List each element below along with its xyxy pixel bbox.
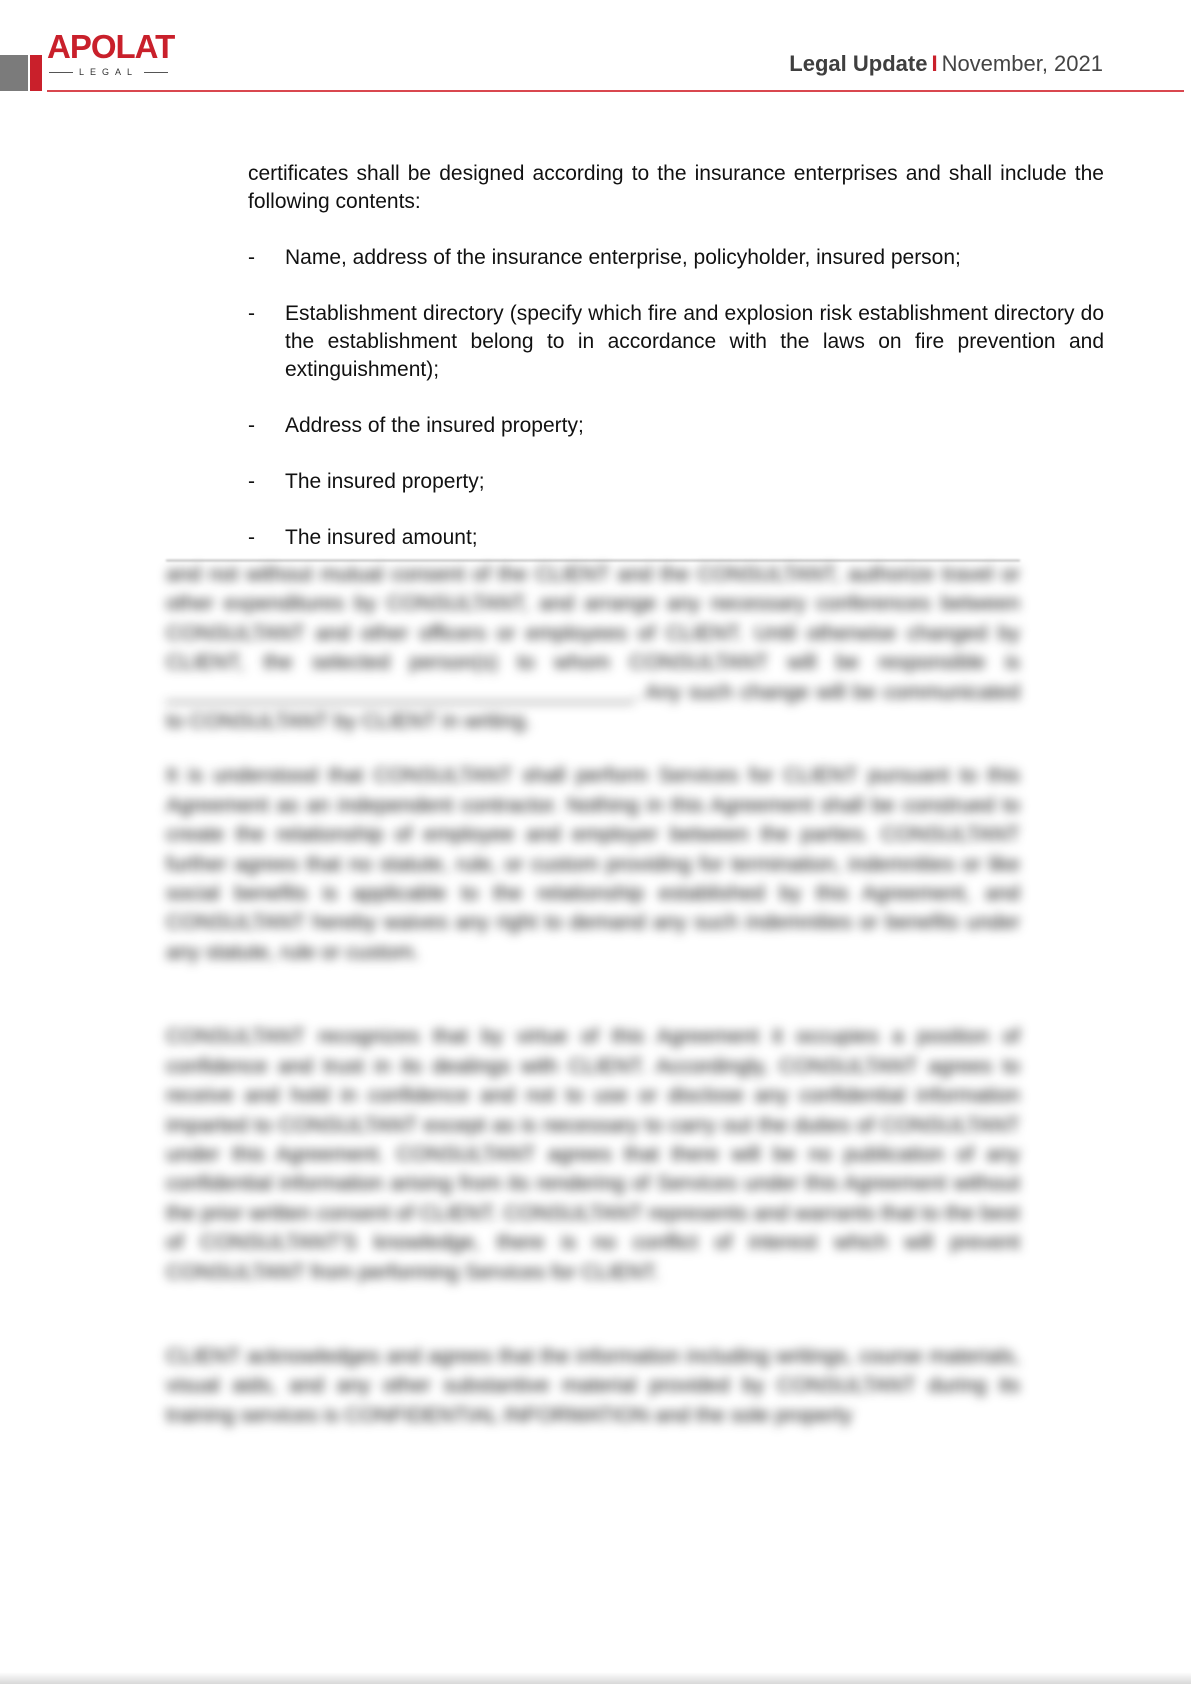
bullet-dash: - xyxy=(248,246,255,269)
bullet-dash: - xyxy=(248,414,255,437)
intro-paragraph: certificates shall be designed according to the insurance enterprises and shall include the following contents: xyxy=(248,162,1104,213)
list-item xyxy=(248,524,1104,552)
list-item xyxy=(248,300,1104,384)
contents-list xyxy=(248,244,1104,552)
logo-subtitle: LEGAL xyxy=(79,67,139,77)
blurred-paragraph: and not without mutual consent of the CLIENT and the CONSULTANT, authorize travel or other expenditures by CONSULTANT, and arrange any necessary conferences between CONSULTANT and other officers or employees of CLIENT. Until otherwise changed by CLIENT, the selected person(s) to whom CONSULTANT will be responsible is ________________________________________. Any such change will be communicated to CONSULTANT by CLIENT in writing. xyxy=(166,563,1020,734)
list-item-text: Establishment directory (specify which fire and explosion risk establishment directory do the establishment belong to in accordance with the laws on fire prevention and extinguishment); xyxy=(285,302,1104,381)
header-separator: I xyxy=(931,51,938,76)
bullet-dash: - xyxy=(248,302,255,325)
page-bottom-shadow xyxy=(0,1672,1191,1684)
document-body xyxy=(248,160,1104,552)
logo-line-right xyxy=(144,72,168,73)
list-item-text: Address of the insured property; xyxy=(285,414,584,437)
header-title-bold: Legal Update xyxy=(789,51,928,76)
list-item-text: The insured property; xyxy=(285,470,485,493)
header-grey-block xyxy=(0,55,28,91)
list-item-text: The insured amount; xyxy=(285,526,478,549)
list-item-text: Name, address of the insurance enterprise, policyholder, insured person; xyxy=(285,246,961,269)
logo-line-left xyxy=(49,72,73,73)
bullet-dash: - xyxy=(248,526,255,549)
blurred-paragraph: It is understood that CONSULTANT shall perform Services for CLIENT pursuant to this Agreement as an independent contractor. Nothing in this Agreement shall be construed to create the relationship of employee and employer between the parties. CONSULTANT further agrees that no statute, rule, or custom providing for termination, indemnities or like social benefits is applicable to the relationship established by this Agreement, and CONSULTANT hereby waives any right to demand any such indemnities or benefits under any statute, rule or custom. xyxy=(166,764,1020,964)
list-item xyxy=(248,244,1104,272)
apolat-legal-logo xyxy=(47,30,177,78)
blurred-paragraph: CONSULTANT recognizes that by virtue of this Agreement it occupies a position of confidence and trust in its dealings with CLIENT. Accordingly, CONSULTANT agrees to receive and hold in confidence and not to use or disclose any confidential information imparted to CONSULTANT except as is necessary to carry out the duties of CONSULTANT under this Agreement. CONSULTANT agrees that there will be no publication of any confidential information arising from its rendering of Services under this Agreement without the prior written consent of CLIENT. CONSULTANT represents and warrants that to the best of CONSULTANT'S knowledge, there is no conflict of interest which will prevent CONSULTANT from performing Services for CLIENT. xyxy=(166,1025,1020,1284)
blurred-paragraph: CLIENT acknowledges and agrees that the information including writings, course materials, visual aids, and any other substantive material provided by CONSULTANT during its training services is CONFIDENTIAL INFORMATION and the sole property xyxy=(166,1344,1020,1427)
blurred-text-region xyxy=(166,560,1020,1455)
bullet-dash: - xyxy=(248,470,255,493)
header-red-block xyxy=(30,55,42,91)
list-item xyxy=(248,412,1104,440)
header-title xyxy=(789,51,1103,77)
list-item xyxy=(248,468,1104,496)
header-rule xyxy=(47,90,1184,92)
logo-wordmark: APOLAT xyxy=(47,28,175,65)
header-date: November, 2021 xyxy=(941,51,1103,76)
logo-subtitle-row xyxy=(49,68,168,77)
